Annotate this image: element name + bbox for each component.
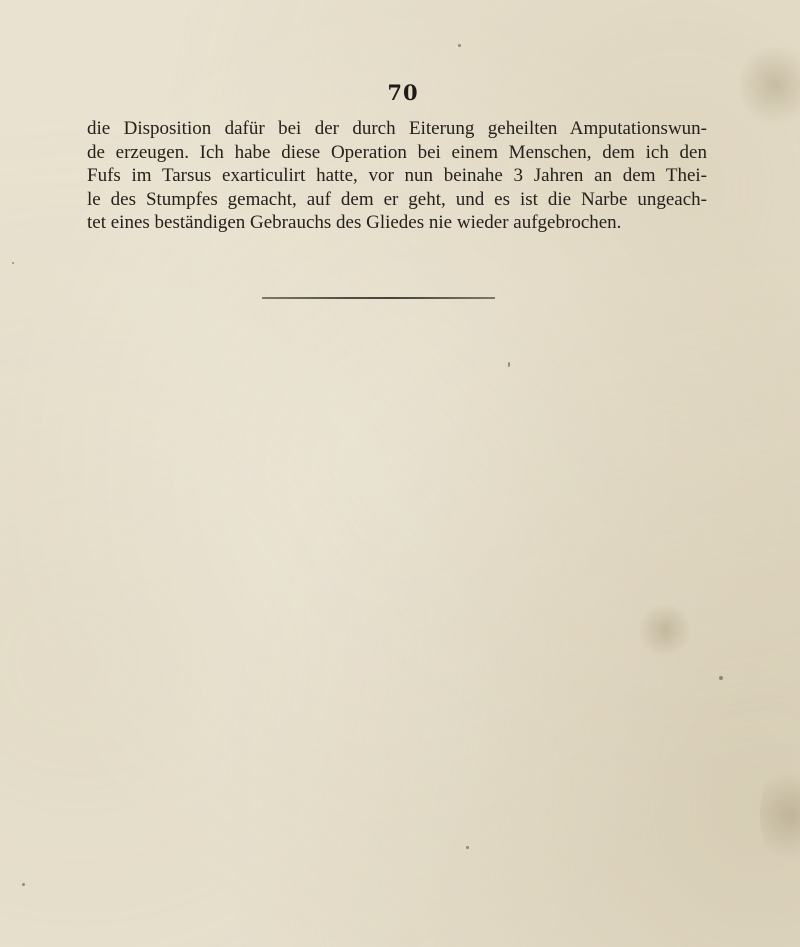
text-line: Fufs im Tarsus exarticulirt hatte, vor nun beinahe 3 Jahren an dem Thei- <box>87 165 707 187</box>
text-line: de erzeugen. Ich habe diese Operation bei einem Menschen, dem ich den <box>87 141 707 163</box>
paper-speck <box>719 676 723 680</box>
paper-speck <box>508 362 510 367</box>
paper-stain <box>740 40 800 130</box>
body-paragraph <box>87 117 707 235</box>
section-divider-rule <box>262 297 495 299</box>
page-number: 70 <box>387 80 419 105</box>
paper-stain <box>640 600 690 660</box>
paper-speck <box>458 44 461 47</box>
paper-speck <box>22 883 25 886</box>
paper-speck <box>12 262 14 264</box>
paper-stain <box>760 760 800 870</box>
paper-speck <box>466 846 469 849</box>
text-line: die Disposition dafür bei der durch Eiterung geheilten Amputationswun- <box>87 118 707 139</box>
text-line: tet eines beständigen Gebrauchs des Gliedes nie wieder aufgebrochen. <box>87 212 622 234</box>
text-line: le des Stumpfes gemacht, auf dem er geht, und es ist die Narbe ungeach- <box>87 188 707 210</box>
